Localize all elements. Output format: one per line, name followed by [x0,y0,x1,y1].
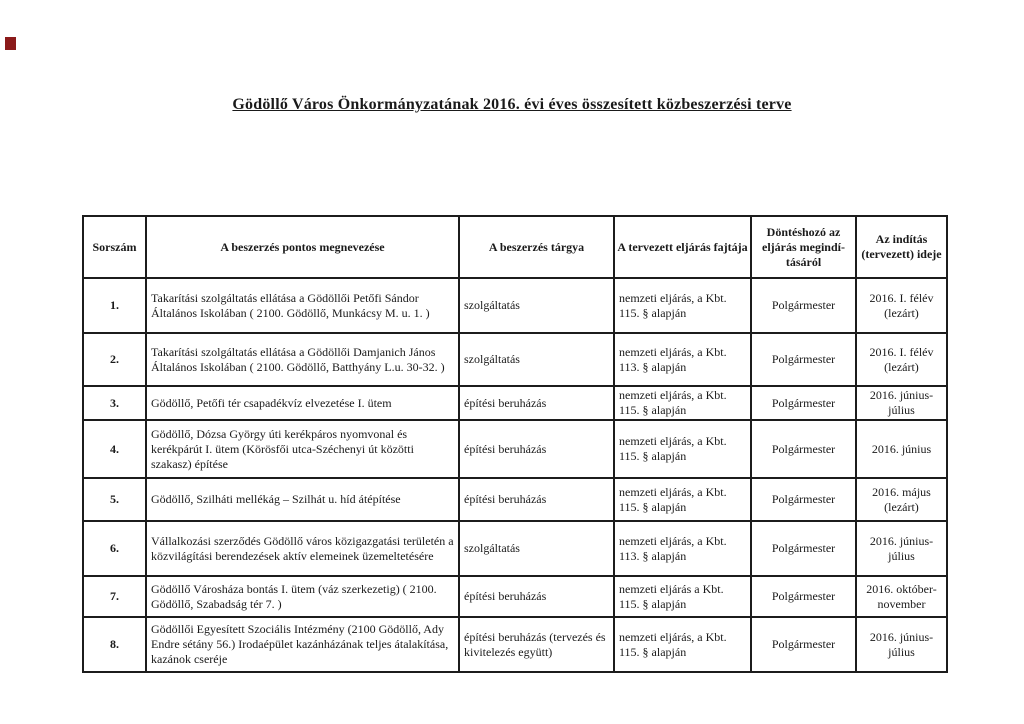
table-row [83,420,947,478]
column-header-inditas-ideje: Az indítás (tervezett) ideje [856,216,947,278]
cell-start-date: 2016. I. félév (lezárt) [856,333,947,386]
cell-name: Gödöllői Egyesített Szociális Intézmény (2100 Gödöllő, Ady Endre sétány 56.) Irodaépület kazánházának teljes átalakítása, kazánok cseréje [146,617,459,672]
cell-name: Gödöllő, Petőfi tér csapadékvíz elvezetése I. ütem [146,386,459,420]
scan-artifact-mark [5,37,16,50]
cell-name: Takarítási szolgáltatás ellátása a Gödöllői Damjanich János Általános Iskolában ( 2100. Gödöllő, Batthyány L.u. 30-32. ) [146,333,459,386]
cell-decision-maker: Polgármester [751,278,856,333]
cell-subject: építési beruházás [459,478,614,521]
cell-decision-maker: Polgármester [751,420,856,478]
cell-start-date: 2016. június-július [856,617,947,672]
column-header-sorszam: Sorszám [83,216,146,278]
table-row [83,617,947,672]
cell-number: 6. [83,521,146,576]
cell-number: 1. [83,278,146,333]
cell-start-date: 2016. június-július [856,521,947,576]
cell-subject: építési beruházás [459,420,614,478]
cell-procedure: nemzeti eljárás a Kbt. 115. § alapján [614,576,751,617]
procurement-plan-table [82,215,948,673]
table-row [83,521,947,576]
table-row [83,478,947,521]
table-row [83,576,947,617]
cell-decision-maker: Polgármester [751,478,856,521]
cell-number: 8. [83,617,146,672]
cell-start-date: 2016. május (lezárt) [856,478,947,521]
cell-subject: építési beruházás [459,386,614,420]
cell-start-date: 2016. június [856,420,947,478]
column-header-megnevezes: A beszerzés pontos megnevezése [146,216,459,278]
table-row [83,278,947,333]
cell-number: 3. [83,386,146,420]
cell-start-date: 2016. június-július [856,386,947,420]
cell-decision-maker: Polgármester [751,333,856,386]
cell-decision-maker: Polgármester [751,521,856,576]
cell-decision-maker: Polgármester [751,617,856,672]
document-title: Gödöllő Város Önkormányzatának 2016. évi éves összesített közbeszerzési terve [232,96,792,113]
cell-subject: építési beruházás [459,576,614,617]
cell-procedure: nemzeti eljárás, a Kbt. 113. § alapján [614,521,751,576]
cell-procedure: nemzeti eljárás, a Kbt. 115. § alapján [614,278,751,333]
cell-name: Vállalkozási szerződés Gödöllő város közigazgatási területén a közvilágítási berendezések aktív elemeinek üzemeltetésére [146,521,459,576]
cell-number: 5. [83,478,146,521]
cell-name: Gödöllő Városháza bontás I. ütem (váz szerkezetig) ( 2100. Gödöllő, Szabadság tér 7. ) [146,576,459,617]
cell-start-date: 2016. október-november [856,576,947,617]
table-row [83,386,947,420]
table-header-row [83,216,947,278]
cell-procedure: nemzeti eljárás, a Kbt. 115. § alapján [614,617,751,672]
cell-name: Takarítási szolgáltatás ellátása a Gödöllői Petőfi Sándor Általános Iskolában ( 2100. Gödöllő, Munkácsy M. u. 1. ) [146,278,459,333]
cell-number: 7. [83,576,146,617]
column-header-eljaras-fajtaja: A tervezett eljárás fajtája [614,216,751,278]
column-header-dontenshozo: Döntéshozó az eljárás megindí-tásáról [751,216,856,278]
cell-subject: szolgáltatás [459,521,614,576]
cell-subject: szolgáltatás [459,278,614,333]
table-row [83,333,947,386]
cell-procedure: nemzeti eljárás, a Kbt. 113. § alapján [614,333,751,386]
cell-procedure: nemzeti eljárás, a Kbt. 115. § alapján [614,386,751,420]
cell-name: Gödöllő, Szilháti mellékág – Szilhát u. híd átépítése [146,478,459,521]
cell-number: 2. [83,333,146,386]
cell-procedure: nemzeti eljárás, a Kbt. 115. § alapján [614,478,751,521]
cell-decision-maker: Polgármester [751,386,856,420]
cell-subject: építési beruházás (tervezés és kivitelezés együtt) [459,617,614,672]
cell-subject: szolgáltatás [459,333,614,386]
cell-name: Gödöllő, Dózsa György úti kerékpáros nyomvonal és kerékpárút I. ütem (Körösfői utca-Széchenyi út közötti szakasz) építése [146,420,459,478]
column-header-targya: A beszerzés tárgya [459,216,614,278]
cell-procedure: nemzeti eljárás, a Kbt. 115. § alapján [614,420,751,478]
cell-start-date: 2016. I. félév (lezárt) [856,278,947,333]
cell-decision-maker: Polgármester [751,576,856,617]
cell-number: 4. [83,420,146,478]
